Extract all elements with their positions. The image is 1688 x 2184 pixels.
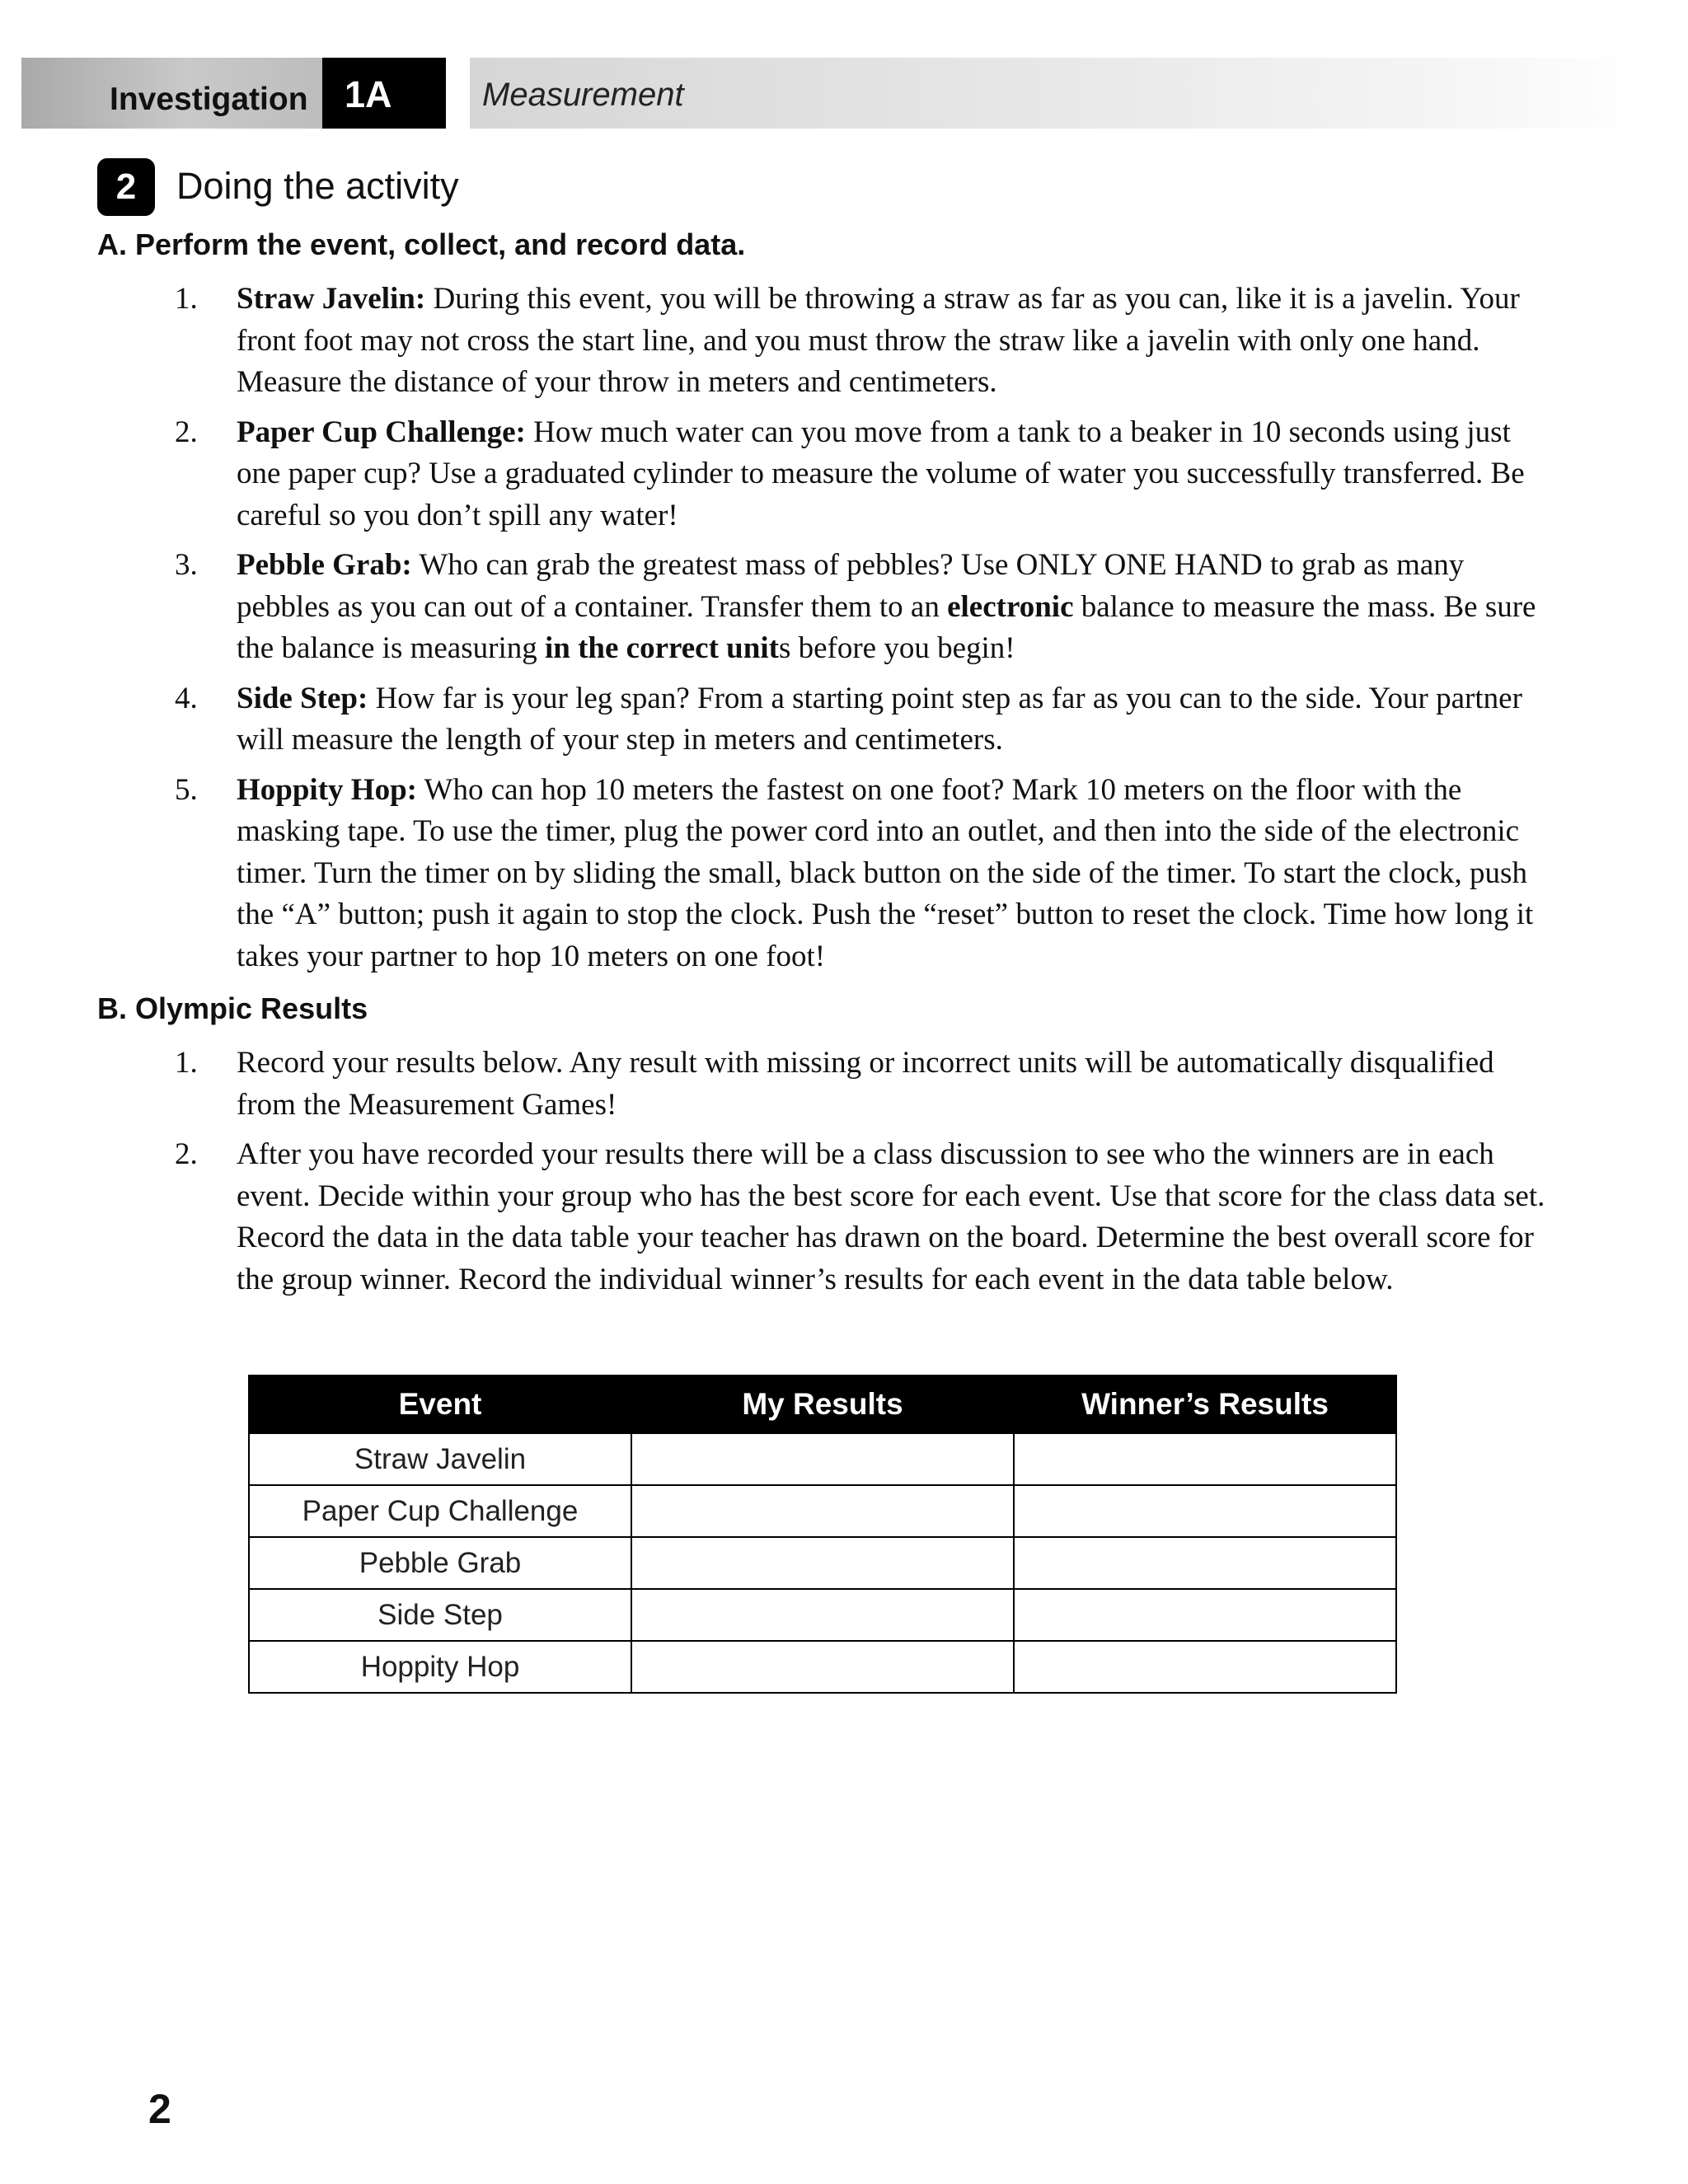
part-b-heading: B. Olympic Results bbox=[97, 991, 368, 1025]
winners-results-cell[interactable] bbox=[1014, 1589, 1396, 1641]
list-item bbox=[0, 279, 1547, 404]
item-number: 1. bbox=[175, 1046, 198, 1080]
investigation-topic: Measurement bbox=[482, 77, 684, 113]
item-text: Who can grab the greatest mass of pebbles? Use ONLY ONE HAND to grab as many pebbles as you can out of a container. Transfer them to an bbox=[237, 548, 1465, 624]
table-row bbox=[249, 1641, 1396, 1693]
table-row bbox=[249, 1485, 1396, 1537]
header-my-results: My Results bbox=[631, 1376, 1014, 1433]
item-title: Side Step: bbox=[237, 681, 368, 715]
part-a-list bbox=[0, 279, 1688, 986]
my-results-cell[interactable] bbox=[631, 1641, 1014, 1693]
item-number: 1. bbox=[175, 282, 198, 316]
item-text: How far is your leg span? From a starting point step as far as you can to the side. Your partner will measure the length of your step in meters and centimeters. bbox=[237, 681, 1522, 757]
section-title: Doing the activity bbox=[176, 165, 459, 207]
table-header-row bbox=[249, 1376, 1396, 1433]
list-item bbox=[0, 1134, 1547, 1301]
item-text: Who can hop 10 meters the fastest on one foot? Mark 10 meters on the floor with the masking tape. To use the timer, plug the power cord into an outlet, and then into the side of the electronic timer. Turn the timer on by sliding the small, black button on the side of the timer. To start the clock, push the “A” button; push it again to stop the clock. Push the “reset” button to reset the clock. Time how long it takes your partner to hop 10 meters on one foot! bbox=[237, 772, 1534, 973]
header-winners-results: Winner’s Results bbox=[1014, 1376, 1396, 1433]
section-number-badge: 2 bbox=[97, 158, 155, 216]
my-results-cell[interactable] bbox=[631, 1485, 1014, 1537]
item-title: Hoppity Hop: bbox=[237, 772, 417, 807]
item-number: 5. bbox=[175, 772, 198, 807]
event-cell: Hoppity Hop bbox=[249, 1641, 631, 1693]
list-item bbox=[0, 545, 1547, 670]
table-row bbox=[249, 1589, 1396, 1641]
my-results-cell[interactable] bbox=[631, 1589, 1014, 1641]
item-text: How much water can you move from a tank to a beaker in 10 seconds using just one paper cup? Use a graduated cylinder to measure the volume of water you successfully transferred. Be careful so you don’t spill any water! bbox=[237, 415, 1525, 532]
item-text: After you have recorded your results there will be a class discussion to see who the winners are in each event. Decide within your group who has the best score for each event. Use that score for the class data set. Record the data in the data table your teacher has drawn on the board. Determine the best overall score for the group winner. Record the individual winner’s results for each event in the data table below. bbox=[237, 1137, 1545, 1296]
item-number: 2. bbox=[175, 415, 198, 449]
list-item bbox=[0, 412, 1547, 537]
event-cell: Pebble Grab bbox=[249, 1537, 631, 1589]
my-results-cell[interactable] bbox=[631, 1537, 1014, 1589]
item-title: Paper Cup Challenge: bbox=[237, 415, 526, 449]
header-event: Event bbox=[249, 1376, 631, 1433]
item-text: s before you begin! bbox=[778, 631, 1015, 665]
item-title: Straw Javelin: bbox=[237, 282, 426, 316]
item-text: During this event, you will be throwing a straw as far as you can, like it is a javelin. Your front foot may not cross the start line, and you must throw the straw like a javelin with only one hand. Measure the distance of your throw in meters and centimeters. bbox=[237, 282, 1520, 399]
list-item bbox=[0, 770, 1547, 978]
winners-results-cell[interactable] bbox=[1014, 1641, 1396, 1693]
list-item bbox=[0, 1043, 1547, 1126]
item-title: Pebble Grab: bbox=[237, 548, 412, 582]
winners-results-cell[interactable] bbox=[1014, 1433, 1396, 1485]
item-number: 4. bbox=[175, 681, 198, 715]
investigation-number: 1A bbox=[345, 73, 392, 115]
part-b-list bbox=[0, 1043, 1688, 1309]
part-a-heading: A. Perform the event, collect, and record data. bbox=[97, 227, 746, 261]
event-cell: Paper Cup Challenge bbox=[249, 1485, 631, 1537]
item-number: 3. bbox=[175, 548, 198, 582]
investigation-label: Investigation bbox=[110, 82, 308, 117]
item-number: 2. bbox=[175, 1137, 198, 1171]
event-cell: Straw Javelin bbox=[249, 1433, 631, 1485]
results-table bbox=[248, 1375, 1397, 1694]
item-emphasis: electronic bbox=[947, 589, 1074, 624]
item-text: Record your results below. Any result with missing or incorrect units will be automatically disqualified from the Measurement Games! bbox=[237, 1046, 1494, 1122]
winners-results-cell[interactable] bbox=[1014, 1485, 1396, 1537]
table-row bbox=[249, 1537, 1396, 1589]
item-emphasis: in the correct unit bbox=[544, 631, 779, 665]
event-cell: Side Step bbox=[249, 1589, 631, 1641]
page-number: 2 bbox=[148, 2086, 171, 2132]
list-item bbox=[0, 678, 1547, 762]
item-text: balance to measure the mass. Be sure the balance is measuring bbox=[237, 589, 1536, 665]
winners-results-cell[interactable] bbox=[1014, 1537, 1396, 1589]
table-row bbox=[249, 1433, 1396, 1485]
my-results-cell[interactable] bbox=[631, 1433, 1014, 1485]
